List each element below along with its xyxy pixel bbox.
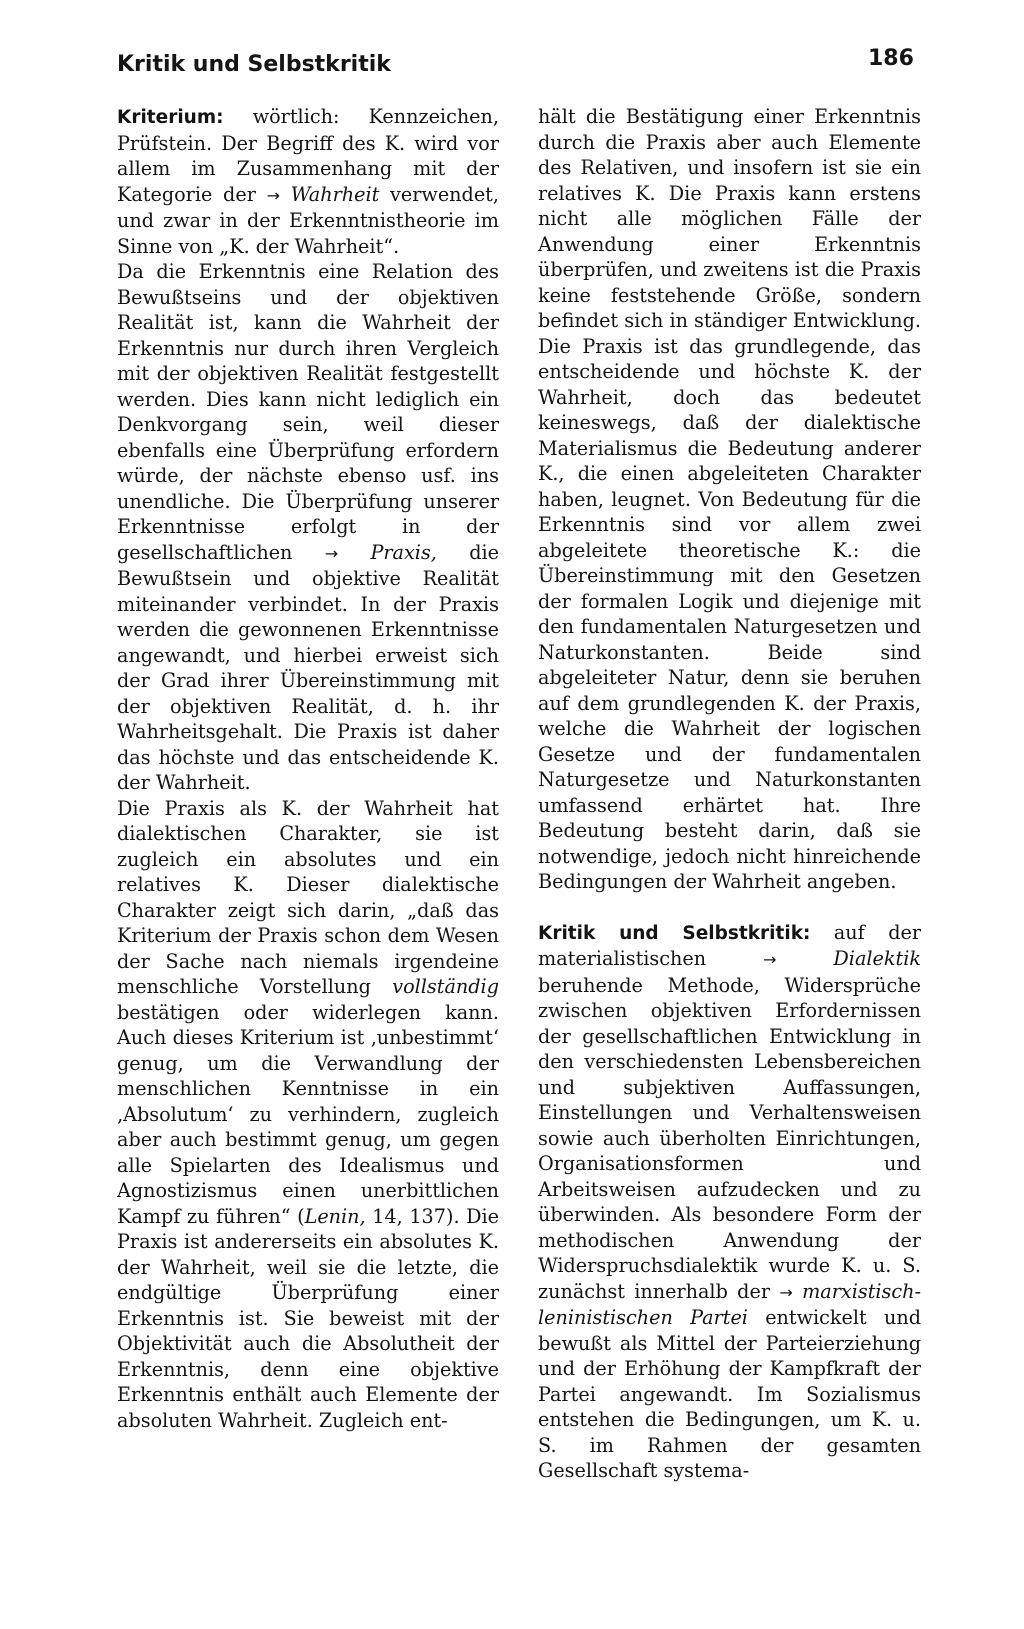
cross-reference-dialektik[interactable]: Dialektik xyxy=(833,947,921,970)
text-span: 14, 137). Die Praxis ist andererseits ein absolutes K. der Wahrheit, weil sie die letzte, die endgültige Überprüfung einer Erkenntnis ist. Sie beweist mit der Objektivität auch die Absolutheit der Erkenntnis, denn eine objektive Erkenntnis enthält auch Elemente der absoluten Wahrheit. Zugleich ent- xyxy=(117,1204,499,1432)
cross-reference-partei[interactable]: marxistisch-leninistischen Partei xyxy=(538,1279,921,1329)
cross-reference-arrow-icon: → xyxy=(763,950,777,969)
text-span: wörtlich: Kennzeichen, Prüfstein. Der Begriff des K. wird vor allem im Zusammenhang mit der Kategorie der xyxy=(117,105,499,206)
text-span: entwickelt und bewußt als Mittel der Parteierziehung und der Erhöhung der Kampfkraft der Partei angewandt. Im Sozialismus entstehen die Bedingungen, um K. u. S. im Rahmen der gesamten Gesellschaft systema- xyxy=(538,1306,921,1482)
right-column xyxy=(538,104,921,1484)
left-column xyxy=(117,104,499,1433)
page-number: 186 xyxy=(868,46,914,71)
text-span: Die Praxis als K. der Wahrheit hat dialektischen Charakter, sie ist zugleich ein absolutes und ein relatives K. Dieser dialektische Charakter zeigt sich darin, „daß das Kriterium der Praxis schon dem Wesen der Sache nach niemals irgendeine menschliche Vorstellung xyxy=(117,796,499,998)
paragraph-praxis-dialektik xyxy=(117,796,499,1434)
text-span: auf der materialistischen xyxy=(538,920,922,970)
paragraph-kritik-selbstkritik xyxy=(538,920,921,1484)
paragraph-relatives-kriterium: hält die Bestätigung einer Erkenntnis durch die Praxis aber auch Elemente des Relativen, und insofern ist sie ein relatives K. Die Praxis kann erstens nicht alle möglichen Fälle der Anwendung einer Erkenntnis überprüfen, und zweitens ist die Praxis keine feststehende Größe, sondern befindet sich in ständiger Entwicklung. Die Praxis ist das grundlegende, das entscheidende und höchste K. der Wahrheit, doch das bedeutet keineswegs, daß der dialektische Materialismus die Bedeutung anderer K., die einen abgeleiteten Charakter haben, leugnet. Von Bedeutung für die Erkenntnis sind vor allem zwei abgeleitete theoretische K.: die Übereinstimmung mit den Gesetzen der formalen Logik und diejenige mit den fundamentalen Naturgesetzen und Naturkonstanten. Beide sind abgeleiteter Natur, denn sie beruhen auf dem grundlegenden K. der Praxis, welche die Wahrheit der logischen Gesetze und der fundamentalen Naturgesetze und Naturkonstanten umfassend erhärtet hat. Ihre Bedeutung besteht darin, daß sie notwendige, jedoch nicht hinreichende Bedingungen der Wahrheit angeben. xyxy=(538,105,921,893)
paragraph-erkenntnis-relation xyxy=(117,259,499,796)
text-span: die Bewußtsein und objektive Realität miteinander verbindet. In der Praxis werden die gewonnenen Erkenntnisse angewandt, und hierbei erweist sich der Grad ihrer Übereinstimmung mit der objektiven Realität, d. h. ihr Wahrheitsgehalt. Die Praxis ist daher das höchste und das entscheidende K. der Wahrheit. xyxy=(117,540,500,794)
running-head: Kritik und Selbstkritik xyxy=(117,52,391,77)
emphasis-vollstaendig: vollständig xyxy=(392,975,499,998)
cross-reference-wahrheit[interactable]: Wahrheit xyxy=(290,182,380,206)
cross-reference-arrow-icon: → xyxy=(324,543,339,563)
entry-separator xyxy=(538,895,921,920)
entry-term-kriterium: Kriterium: xyxy=(117,107,224,128)
cross-reference-arrow-icon: → xyxy=(266,185,280,205)
text-span: verwendet, und zwar in der Erkenntnistheorie im Sinne von „K. der Wahrheit“. xyxy=(117,182,499,258)
text-span: beruhende Methode, Widersprüche zwischen objektiven Erfordernissen der gesellschaftlichen Entwicklung in den verschiedensten Lebensbereichen und subjektiven Auffassungen, Einstellungen und Verhaltensweisen sowie auch überholten Einrichtungen, Organisationsformen und Arbeitsweisen aufzudecken und zu überwinden. Als besondere Form der methodischen Anwendung der Widerspruchsdialektik wurde K. u. S. zunächst innerhalb der xyxy=(538,973,921,1303)
paragraph-kriterium-definition xyxy=(117,104,499,259)
cross-reference-praxis[interactable]: Praxis, xyxy=(370,540,437,564)
cross-reference-arrow-icon: → xyxy=(779,1282,793,1302)
entry-term-kritik-und-selbstkritik: Kritik und Selbstkritik: xyxy=(538,922,811,944)
citation-author: Lenin, xyxy=(304,1204,366,1228)
text-span: bestätigen oder widerlegen kann. Auch dieses Kriterium ist ‚unbestimmt‘ genug, um die Verwandlung der menschlichen Kenntnisse in ein ‚Absolutum‘ zu verhindern, zugleich aber auch bestimmt genug, um gegen alle Spielarten des Idealismus und Agnostizismus einen unerbittlichen Kampf zu führen“ ( xyxy=(117,1000,499,1228)
text-span: Da die Erkenntnis eine Relation des Bewußtseins und der objektiven Realität ist, kann die Wahrheit der Erkenntnis nur durch ihren Vergleich mit der objektiven Realität festgestellt werden. Dies kann nicht lediglich ein Denkvorgang sein, weil dieser ebenfalls eine Überprüfung erfordern würde, der nächste ebenso usf. ins unendliche. Die Überprüfung unserer Erkenntnisse erfolgt in der gesellschaftlichen xyxy=(117,260,499,564)
